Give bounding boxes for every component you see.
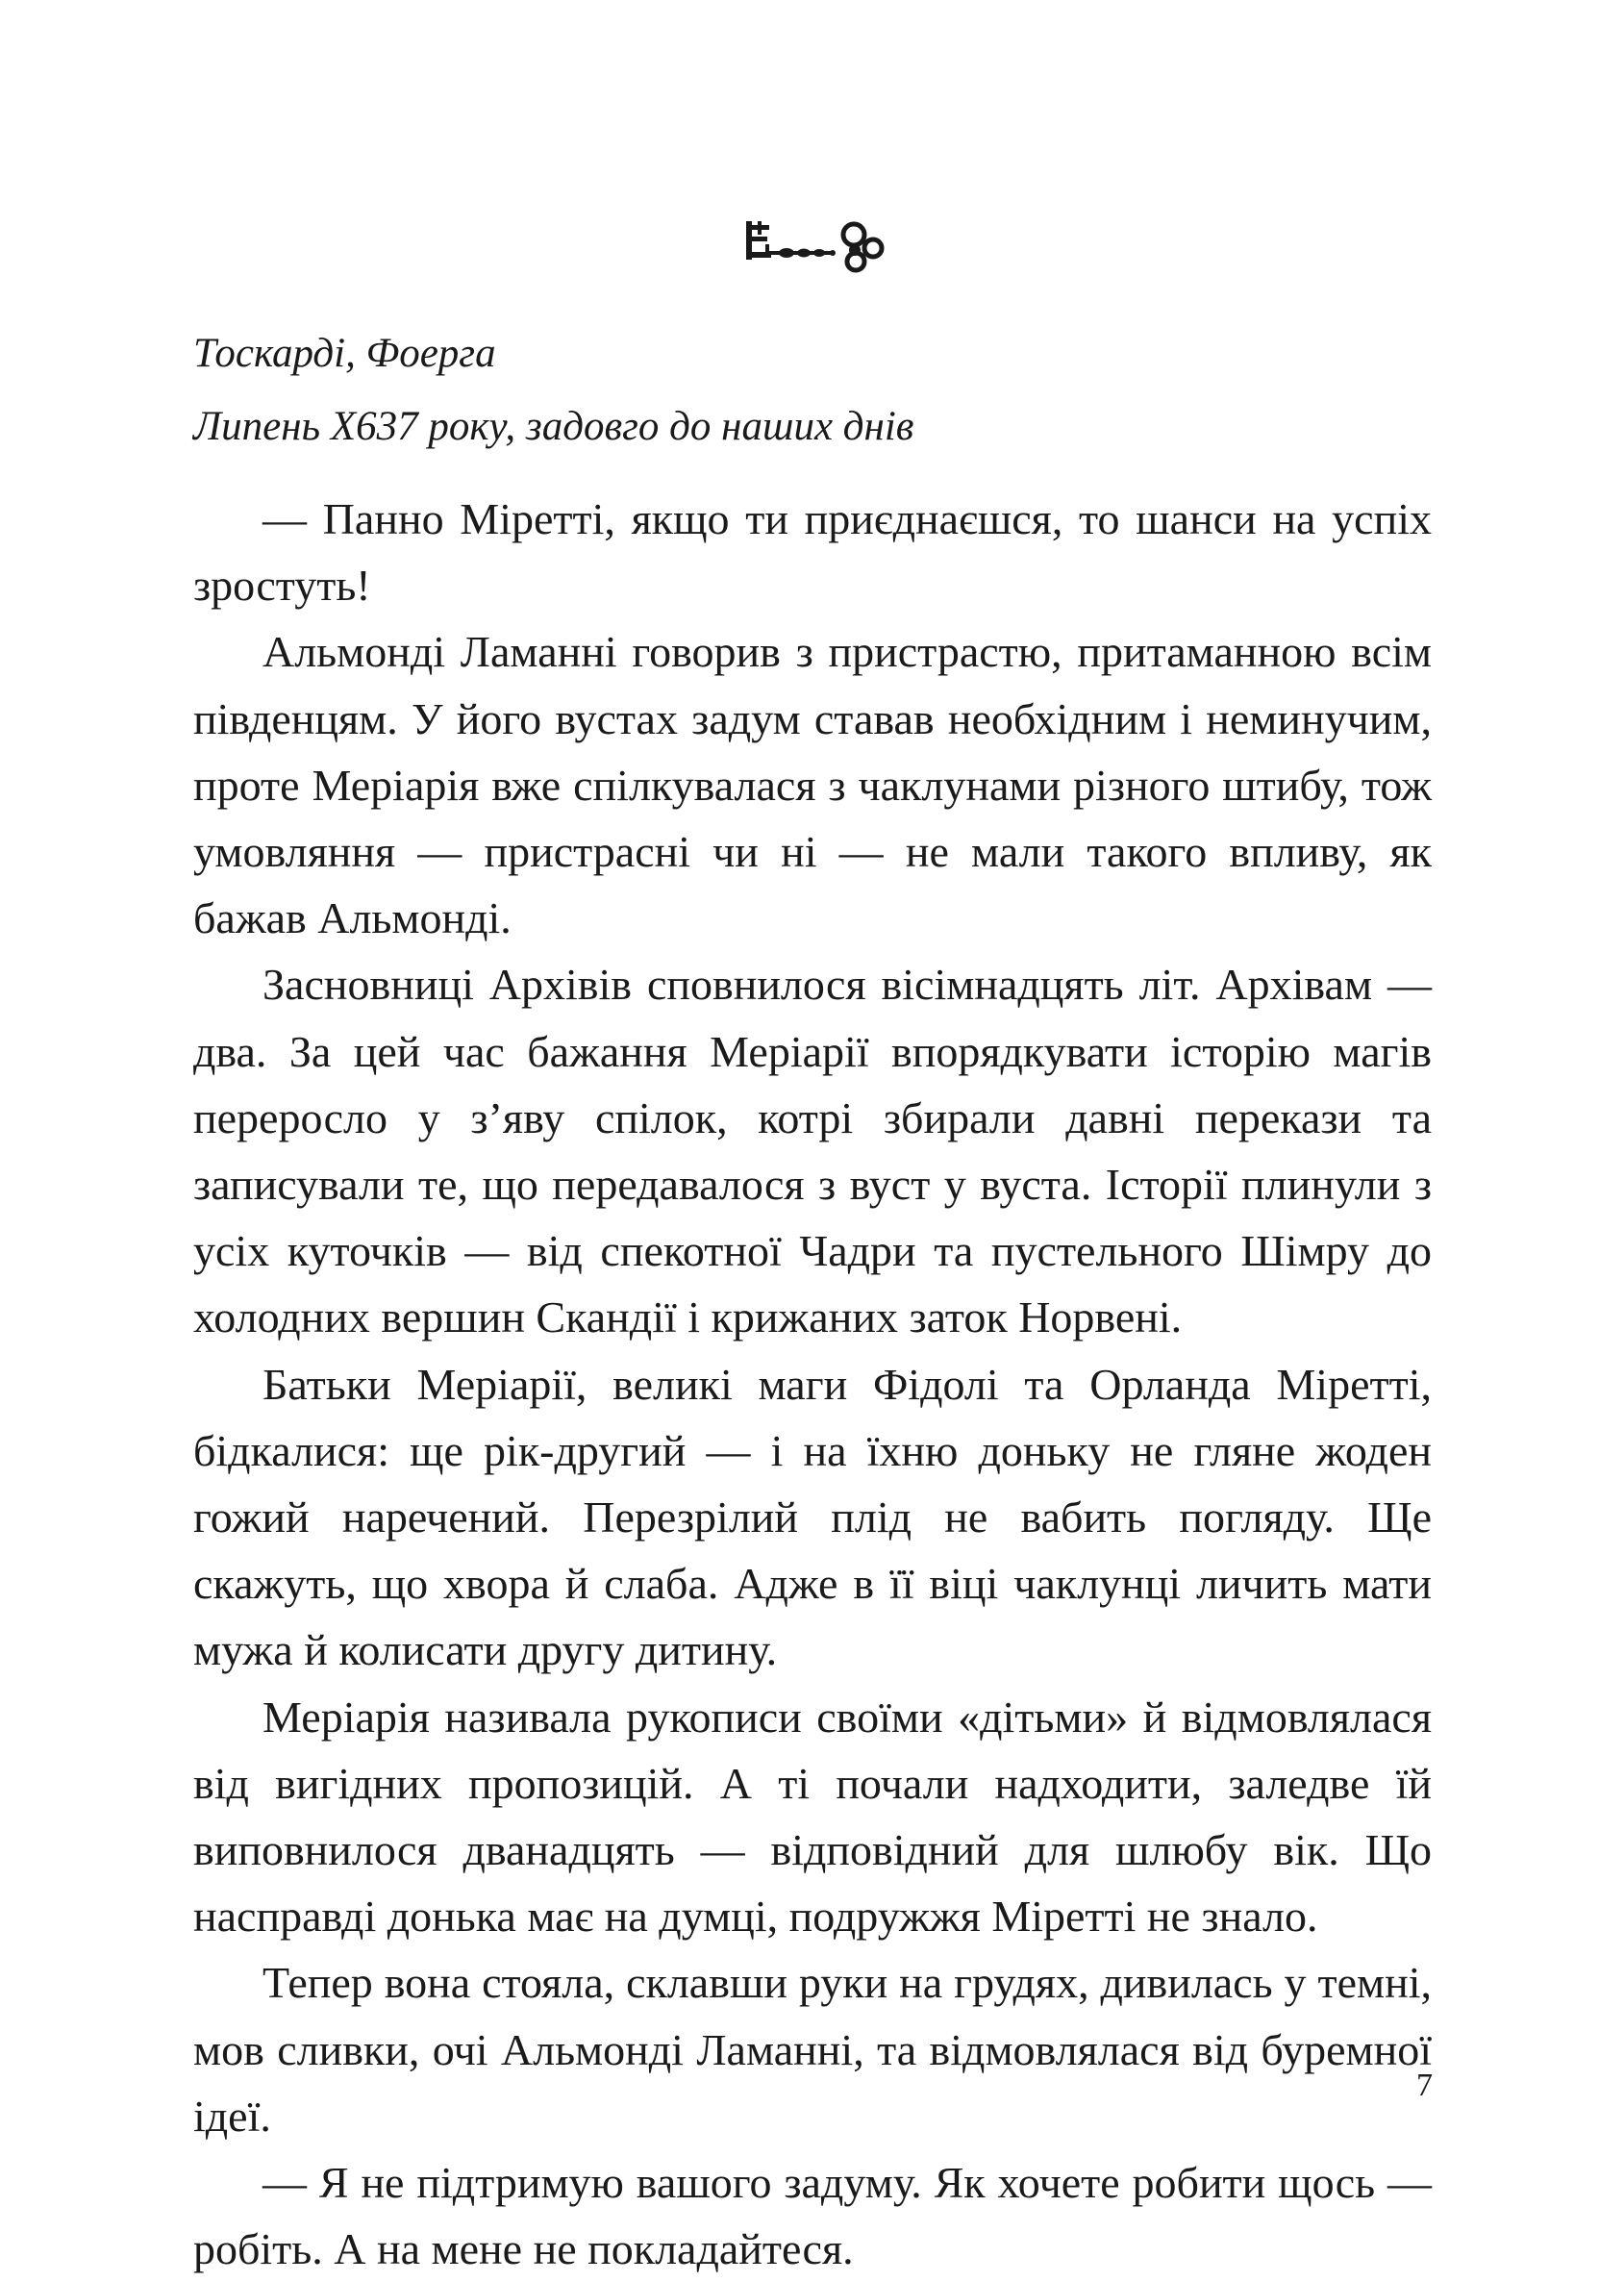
- chapter-heading: [193, 317, 1434, 464]
- paragraph: Альмонді Ламанні говорив з пристрастю, притаманною всім південцям. У його вустах задум ставав необхідним і неминучим, проте Меріарія вже спілкувалася з чаклунами різного штибу, тож умовляння — пристрасні чи ні — не мали такого впливу, як бажав Альмонді.: [193, 627, 1432, 943]
- paragraph: Батьки Меріарії, великі маги Фідолі та Орланда Міретті, бідкалися: ще рік-другий — і на їхню доньку не гляне жоден гожий наречений. Перезрілий плід не вабить погляду. Ще скажуть, що хвора й слаба. Адже в її віці чаклунці личить мати мужа й колисати другу дитину.: [193, 1359, 1432, 1675]
- paragraph: — Панно Міретті, якщо ти приєднаєшся, то шанси на успіх зростуть!: [193, 494, 1432, 611]
- paragraph: — Я не підтримую вашого задуму. Як хочете робити щось — робіть. А на мене не покладайтеся.: [193, 2158, 1432, 2274]
- key-ornament-icon: [740, 213, 885, 273]
- chapter-place: Тоскарді, Фоерга: [193, 331, 496, 376]
- paragraph: Засновниці Архівів сповнилося вісімнадцять літ. Архівам — два. За цей час бажання Меріарії впорядкувати історію магів переросло у з’яву спілок, котрі збирали давні перекази та записували те, що передавалося з вуст у вуста. Історії плинули з усіх куточків — від спекотної Чадри та пустельного Шімру до холодних вершин Скандії і крижаних заток Норвені.: [193, 960, 1432, 1342]
- page-number: 7: [1416, 2068, 1433, 2103]
- paragraph: Меріарія називала рукописи своїми «дітьми» й відмовлялася від вигідних пропозицій. А ті почали надходити, заледве їй виповнилося дванадцять — відповідний для шлюбу вік. Що насправді донька має на думці, подружжя Міретті не знало.: [193, 1692, 1432, 1942]
- chapter-date: Липень Х637 року, задовго до наших днів: [193, 404, 914, 449]
- paragraph: Тепер вона стояла, склавши руки на грудях, дивилась у темні, мов сливки, очі Альмонді Ламанні, та відмовлялася від буремної ідеї.: [193, 1958, 1432, 2141]
- body-text: [193, 486, 1432, 2282]
